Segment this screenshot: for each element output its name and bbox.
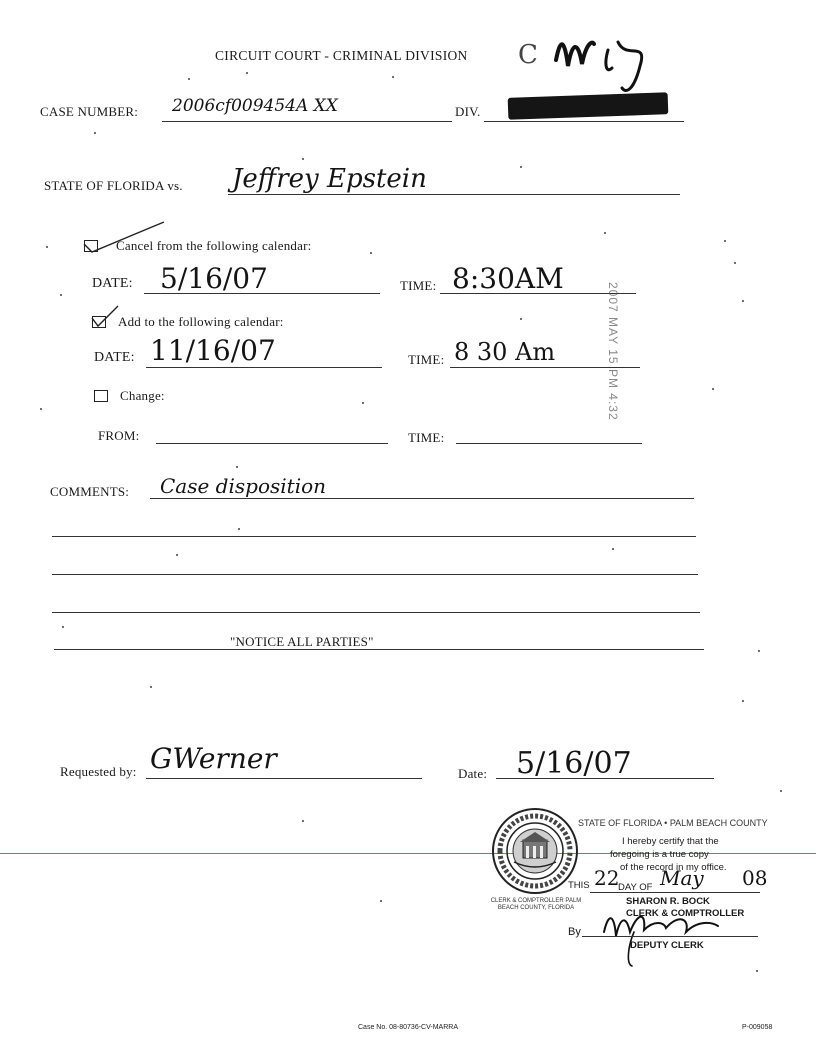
add-check-mark (88, 304, 122, 330)
requested-by-signature: GWerner (150, 742, 277, 775)
handwritten-w-mark (548, 30, 698, 96)
case-number-underline (162, 121, 452, 122)
certification-date-underline (590, 892, 760, 893)
add-date-value: 11/16/07 (150, 334, 276, 367)
add-time-underline (450, 367, 640, 368)
deputy-clerk-signature (594, 902, 744, 968)
notice-underline (54, 649, 704, 650)
comments-line-4 (52, 612, 700, 613)
certification-day: 22 (594, 866, 620, 890)
add-time-value: 8 30 Am (454, 338, 556, 366)
change-label: Change: (120, 388, 165, 403)
change-time-label: TIME: (408, 430, 445, 445)
footer-page-ref: P-009058 (742, 1024, 773, 1031)
comments-label: COMMENTS: (50, 484, 130, 499)
add-date-underline (146, 367, 382, 368)
case-number-label: CASE NUMBER: (40, 104, 139, 119)
change-time-underline (456, 443, 642, 444)
add-time-label: TIME: (408, 352, 445, 367)
change-from-label: FROM: (98, 428, 140, 443)
add-date-label: DATE: (94, 350, 135, 365)
cancel-time-value: 8:30AM (452, 262, 564, 295)
clerk-title: CLERK & COMPTROLLER (626, 908, 745, 919)
requested-by-label: Requested by: (60, 764, 137, 779)
certification-year: 08 (742, 866, 768, 890)
cancel-date-label: DATE: (92, 276, 133, 291)
certification-day-of-label: DAY OF (618, 882, 653, 893)
by-label: By (568, 926, 581, 938)
certification-line-3: foregoing is a true copy (610, 849, 709, 860)
by-underline (582, 936, 758, 937)
deputy-clerk-label: DEPUTY CLERK (630, 940, 704, 951)
court-title: CIRCUIT COURT - CRIMINAL DIVISION (215, 48, 468, 63)
clerk-seal-icon (490, 806, 580, 896)
seal-text: CLERK & COMPTROLLER PALM BEACH COUNTY, FLORIDA (490, 898, 582, 911)
comments-line-2 (52, 536, 696, 537)
clerk-name: SHARON R. BOCK (626, 896, 710, 907)
division-mark: C (518, 40, 538, 70)
request-date-label: Date: (458, 766, 488, 781)
change-checkbox[interactable] (94, 390, 108, 402)
certification-line-4: of the record in my office. (620, 862, 727, 873)
state-label: STATE OF FLORIDA vs. (44, 178, 183, 193)
cancel-date-underline (144, 293, 380, 294)
certification-this-label: THIS (568, 880, 590, 891)
comments-value: Case disposition (160, 474, 327, 498)
certification-state: STATE OF FLORIDA • PALM BEACH COUNTY (578, 818, 768, 828)
division-underline (484, 121, 684, 122)
defendant-name: Jeffrey Epstein (232, 164, 427, 194)
certification-line-2: I hereby certify that the (622, 836, 719, 847)
change-from-underline (156, 443, 388, 444)
cancel-label: Cancel from the following calendar: (116, 238, 312, 253)
request-date-underline (496, 778, 714, 779)
request-date-value: 5/16/07 (516, 746, 632, 781)
received-stamp: 2007 MAY 15 PM 4:32 (606, 282, 620, 421)
division-label: DIV. (455, 104, 481, 119)
requested-by-underline (146, 778, 422, 779)
redacted-division-block (508, 92, 669, 120)
cancel-time-label: TIME: (400, 278, 437, 293)
footer-case-ref: Case No. 08-80736-CV-MARRA (358, 1024, 458, 1031)
defendant-underline (228, 194, 680, 195)
notice-all-parties: "NOTICE ALL PARTIES" (230, 634, 374, 649)
add-label: Add to the following calendar: (118, 314, 284, 329)
comments-line-3 (52, 574, 698, 575)
case-number-value: 2006cf009454A XX (172, 96, 338, 116)
comments-line-1 (150, 498, 694, 499)
certification-month: May (660, 866, 704, 890)
cancel-date-value: 5/16/07 (160, 262, 268, 295)
